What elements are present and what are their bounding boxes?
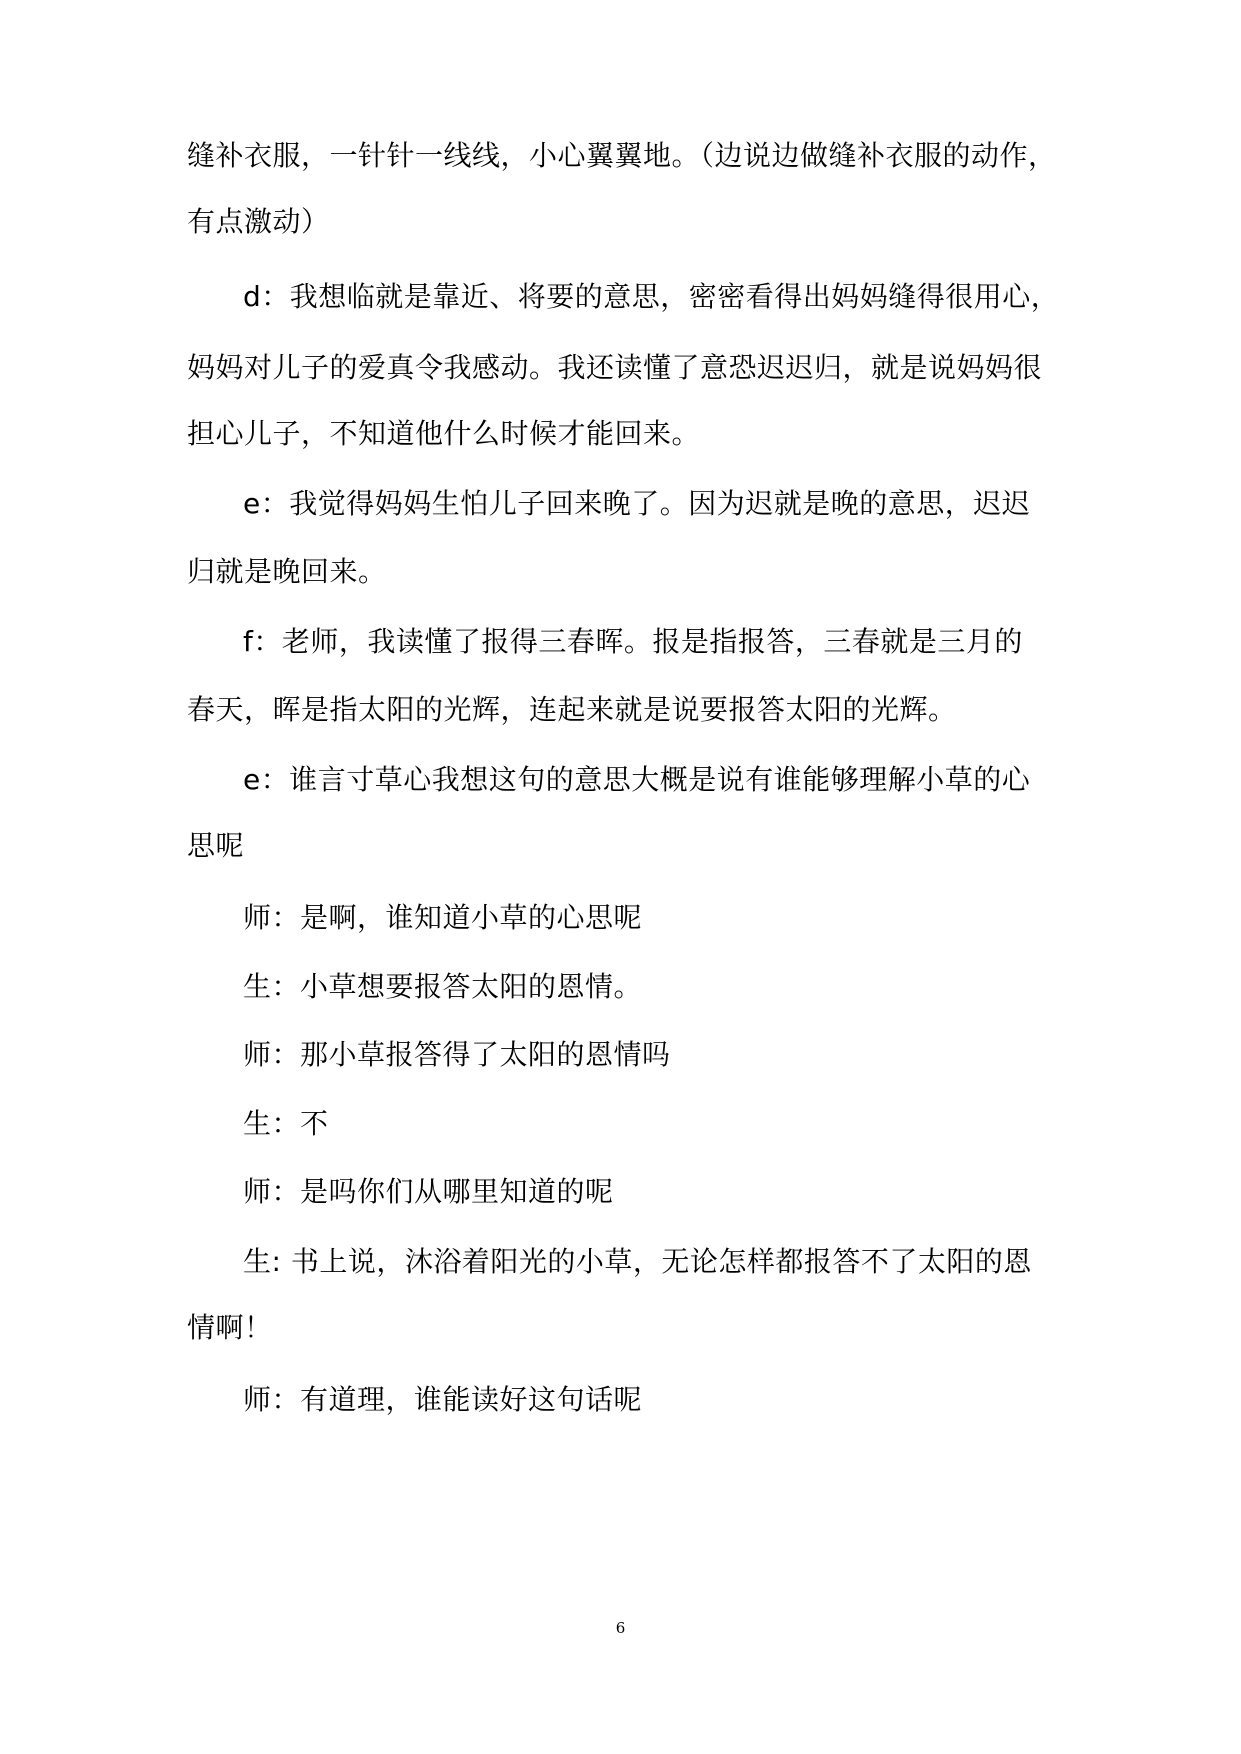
text-line: e：谁言寸草心我想这句的意思大概是说有谁能够理解小草的心: [243, 763, 1031, 796]
text-line: f：老师，我读懂了报得三春晖。报是指报答，三春就是三月的: [243, 625, 1023, 658]
text-line: 缝补衣服，一针针一线线，小心翼翼地。（边说边做缝补衣服的动作，: [187, 139, 1057, 172]
text-line: d：我想临就是靠近、将要的意思，密密看得出妈妈缝得很用心，: [243, 280, 1060, 313]
text-line: 师：是啊，谁知道小草的心思呢: [243, 901, 643, 934]
text-line: 春天，晖是指太阳的光辉，连起来就是说要报答太阳的光辉。: [187, 693, 957, 726]
text-line: 情啊！: [187, 1311, 273, 1344]
page-number: 6: [615, 1619, 626, 1637]
text-line: 师：那小草报答得了太阳的恩情吗: [243, 1038, 671, 1071]
text-line: 思呢: [187, 829, 245, 862]
text-line: 生：小草想要报答太阳的恩情。: [243, 970, 643, 1003]
text-line: 师：有道理，谁能读好这句话呢: [243, 1383, 643, 1416]
text-line: 生: 书上说，沐浴着阳光的小草，无论怎样都报答不了太阳的恩: [243, 1245, 1032, 1278]
text-line: 妈妈对儿子的爱真令我感动。我还读懂了意恐迟迟归，就是说妈妈很: [187, 351, 1043, 384]
text-line: 生：不: [243, 1107, 329, 1140]
text-line: 归就是晚回来。: [187, 555, 387, 588]
text-line: 有点激动）: [187, 205, 330, 238]
text-line: 担心儿子，不知道他什么时候才能回来。: [187, 417, 701, 450]
text-line: 师：是吗你们从哪里知道的呢: [243, 1175, 614, 1208]
text-line: e：我觉得妈妈生怕儿子回来晚了。因为迟就是晚的意思，迟迟: [243, 487, 1031, 520]
